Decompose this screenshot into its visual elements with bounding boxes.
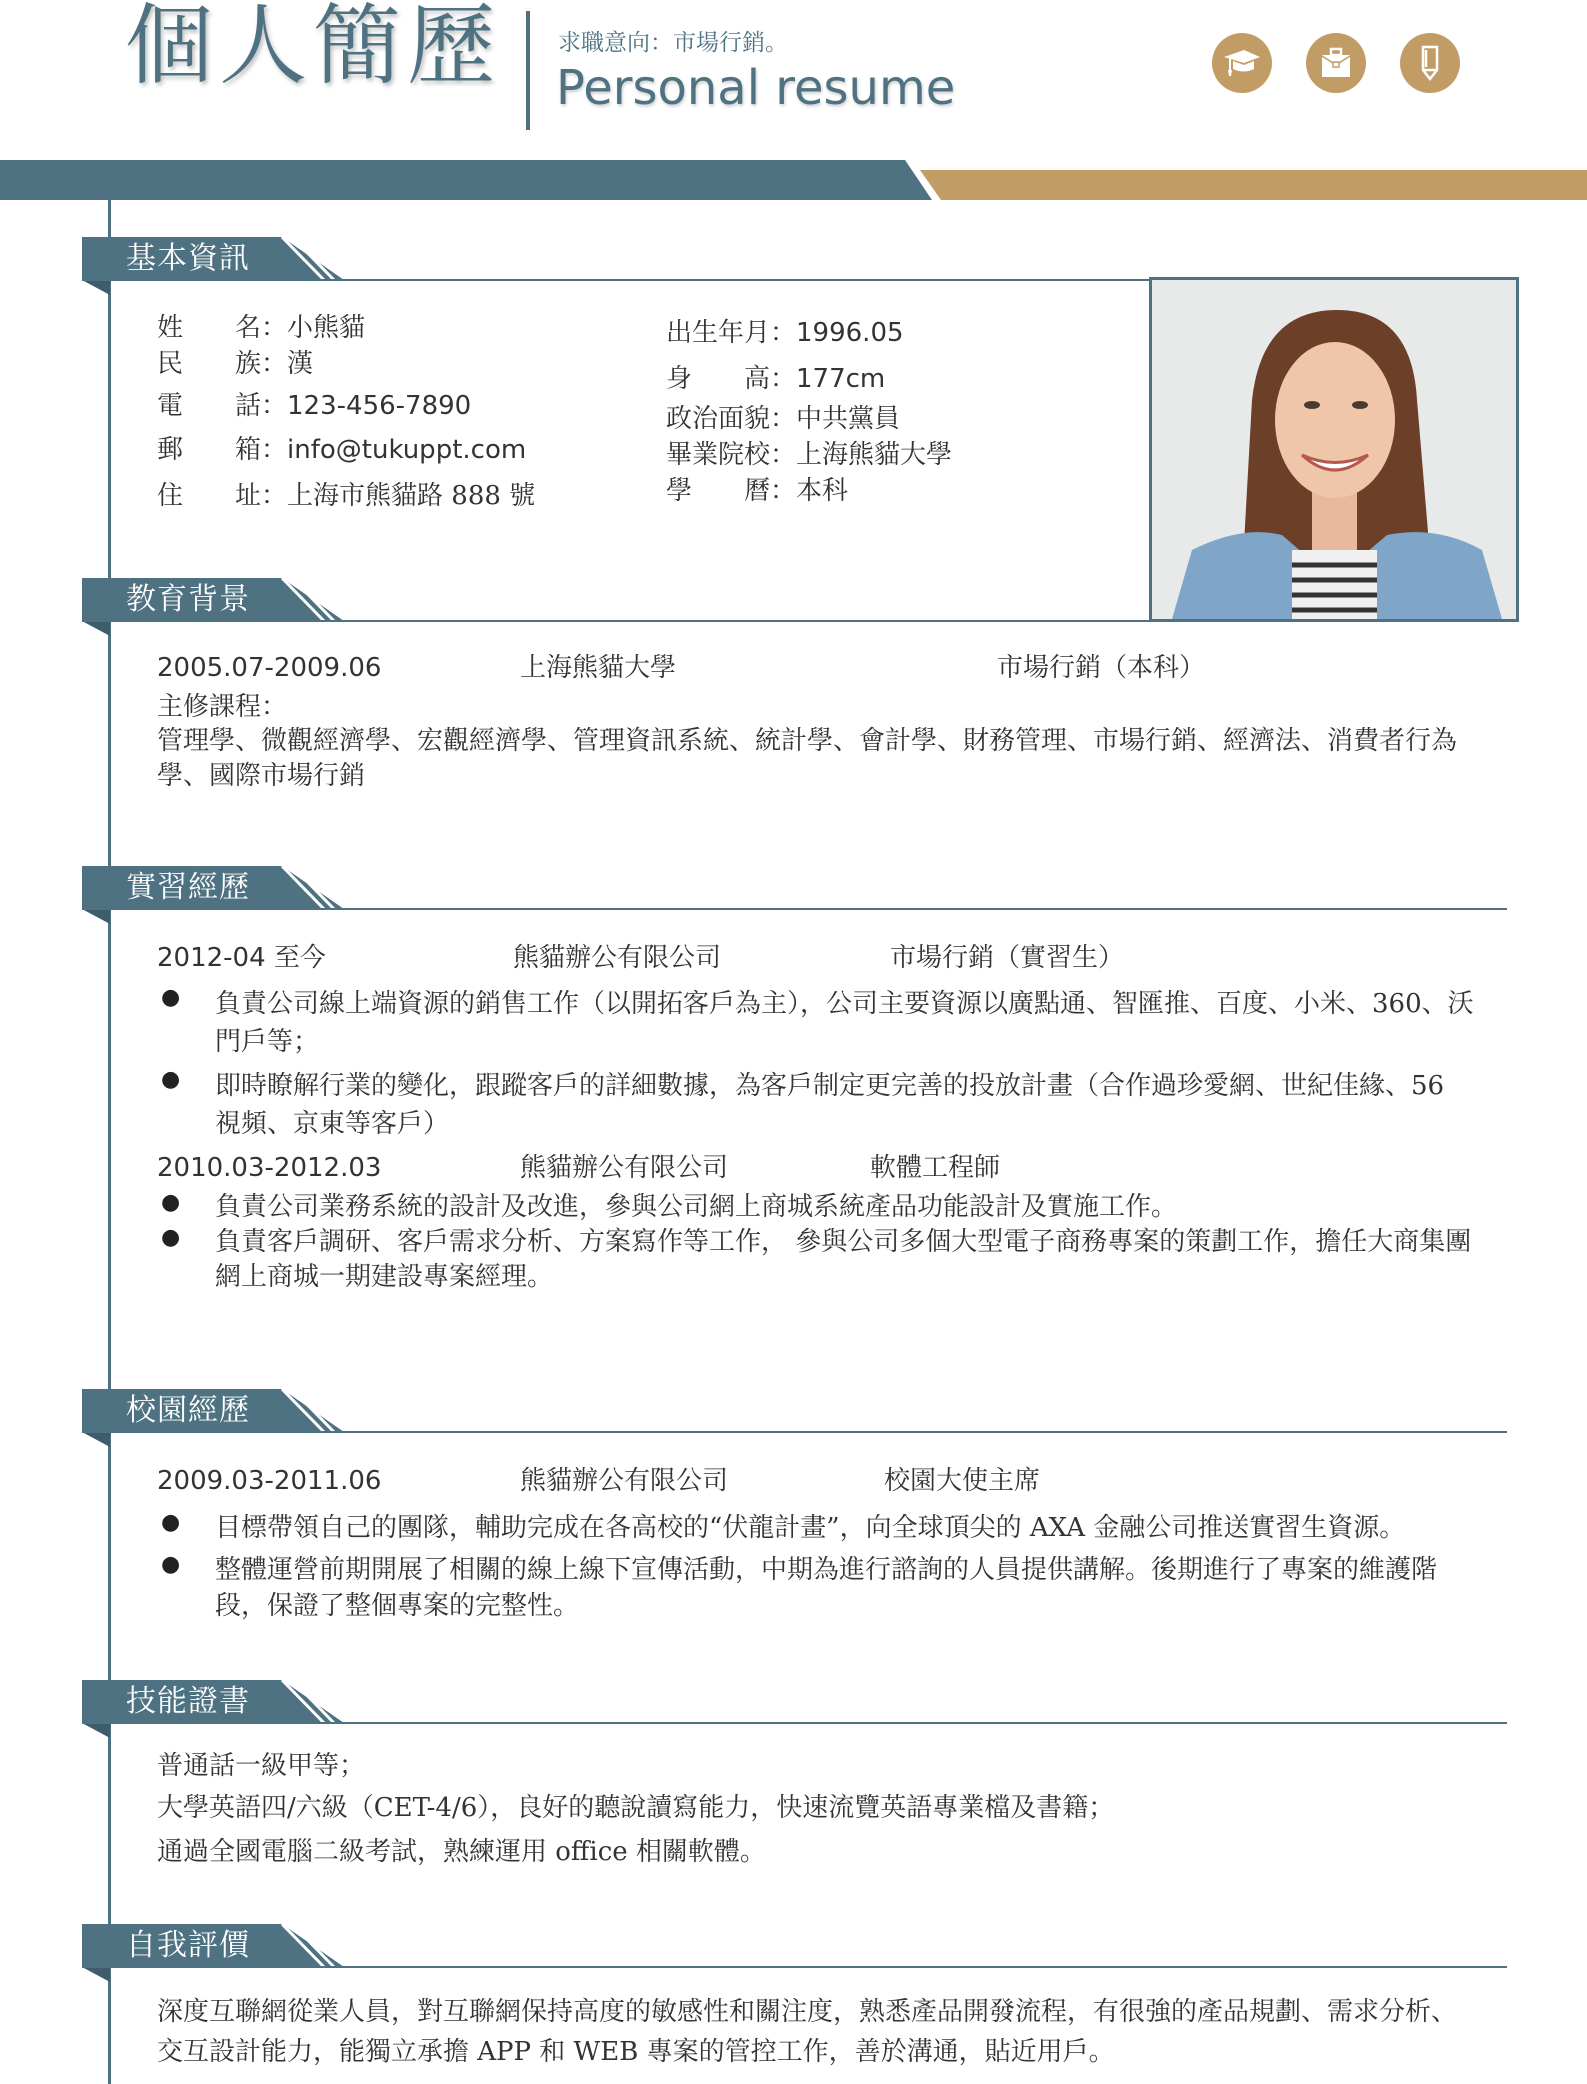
info-row-height: 身 高：177cm <box>666 364 886 394</box>
job-company: 熊貓辦公有限公司 <box>520 1153 729 1183</box>
section-header-self <box>82 1924 1507 1984</box>
bullet-icon: ● <box>161 1510 181 1535</box>
list-item: ● 負責公司業務系統的設計及改進，參與公司網上商城系統產品功能設計及實施工作。 <box>157 1190 1477 1225</box>
education-period: 2005.07-2009.06 <box>157 653 382 683</box>
basic-info-left <box>157 310 535 518</box>
bullet-icon: ● <box>161 1552 181 1577</box>
education-major: 市場行銷（本科） <box>997 653 1206 683</box>
list-item: ● 目標帶領自己的團隊，輔助完成在各高校的“伏龍計畫”，向全球頂尖的 AXA 金融公司推送實習生資源。 <box>157 1510 1477 1546</box>
info-row-address: 住 址：上海市熊貓路 888 號 <box>157 481 536 511</box>
job-role: 市場行銷（實習生） <box>890 943 1125 973</box>
self-evaluation-text: 深度互聯網從業人員，對互聯網保持高度的敏感性和關注度，熟悉產品開發流程，有很強的產品規劃、需求分析、交互設計能力，能獨立承擔 APP 和 WEB 專案的管控工作，善於溝通，貼近用戶。 <box>157 1997 1458 2067</box>
bullet-icon: ● <box>161 1190 181 1215</box>
bullet-icon: ● <box>161 1067 181 1092</box>
skill-item: 普通話一級甲等； <box>157 1751 366 1781</box>
section-title: 校園經歷 <box>126 1393 250 1428</box>
job-bullets <box>157 1190 1477 1295</box>
skill-item: 大學英語四/六級（CET-4/6），良好的聽說讀寫能力，快速流覽英語專業檔及書籍； <box>157 1793 1115 1823</box>
job-intent: 求職意向：市場行銷。 <box>558 30 788 56</box>
section-title: 教育背景 <box>126 582 250 617</box>
job-company: 熊貓辦公有限公司 <box>513 943 722 973</box>
campus-role: 校園大使主席 <box>884 1466 1041 1496</box>
bullet-icon: ● <box>161 985 181 1010</box>
campus-bullets <box>157 1510 1477 1624</box>
section-header-campus <box>82 1389 1507 1449</box>
bullet-icon: ● <box>161 1225 181 1250</box>
courses-label: 主修課程： <box>157 692 288 722</box>
basic-info-right <box>666 315 952 509</box>
info-row-school: 畢業院校：上海熊貓大學 <box>666 440 953 470</box>
timeline-line <box>108 200 111 2084</box>
section-title: 實習經歷 <box>126 870 250 905</box>
section-title: 技能證書 <box>126 1684 250 1719</box>
section-title: 基本資訊 <box>126 241 250 276</box>
job-period: 2010.03-2012.03 <box>157 1153 382 1183</box>
profile-photo <box>1149 277 1519 622</box>
campus-company: 熊貓辦公有限公司 <box>520 1466 729 1496</box>
skill-item: 通過全國電腦二級考試，熟練運用 office 相關軟體。 <box>157 1837 766 1867</box>
info-row-birth: 出生年月：1996.05 <box>666 318 904 348</box>
campus-period: 2009.03-2011.06 <box>157 1466 382 1496</box>
job-role: 軟體工程師 <box>870 1153 1001 1183</box>
info-row-degree: 學 曆：本科 <box>666 476 849 506</box>
info-row-email: 郵 箱：info@tukuppt.com <box>157 435 527 465</box>
section-header-internship <box>82 866 1507 926</box>
list-item: ● 負責公司線上端資源的銷售工作（以開拓客戶為主），公司主要資源以廣點通、智匯推、百度、小米、360、沃門戶等； <box>157 985 1477 1061</box>
education-school: 上海熊貓大學 <box>520 653 677 683</box>
section-title: 自我評價 <box>126 1928 250 1963</box>
info-row-ethnicity: 民 族：漢 <box>157 349 314 379</box>
header-band <box>0 0 1587 210</box>
info-row-phone: 電 話：123-456-7890 <box>157 391 472 421</box>
list-item: ● 即時瞭解行業的變化，跟蹤客戶的詳細數據，為客戶制定更完善的投放計畫（合作過珍愛網、世紀佳緣、56 視頻、京東等客戶） <box>157 1067 1477 1143</box>
job-period: 2012-04 至今 <box>157 943 326 973</box>
resume-title: 個人簡歷 <box>125 0 502 97</box>
list-item: ● 負責客戶調研、客戶需求分析、方案寫作等工作， 參與公司多個大型電子商務專案的策劃工作，擔任大商集團網上商城一期建設專案經理。 <box>157 1225 1477 1295</box>
job-bullets <box>157 985 1477 1143</box>
section-header-skills <box>82 1680 1507 1740</box>
skills-list <box>157 1748 1114 1874</box>
resume-title-en: Personal resume <box>556 60 956 116</box>
info-row-name: 姓 名：小熊貓 <box>157 313 366 343</box>
info-row-politics: 政治面貌：中共黨員 <box>666 404 901 434</box>
courses-list: 管理學、微觀經濟學、宏觀經濟學、管理資訊系統、統計學、會計學、財務管理、市場行銷、經濟法、消費者行為學、國際市場行銷 <box>157 726 1458 791</box>
section-header-education <box>82 578 1507 638</box>
list-item: ● 整體運營前期開展了相關的線上線下宣傳活動，中期為進行諮詢的人員提供講解。後期進行了專案的維護階段，保證了整個專案的完整性。 <box>157 1552 1477 1624</box>
